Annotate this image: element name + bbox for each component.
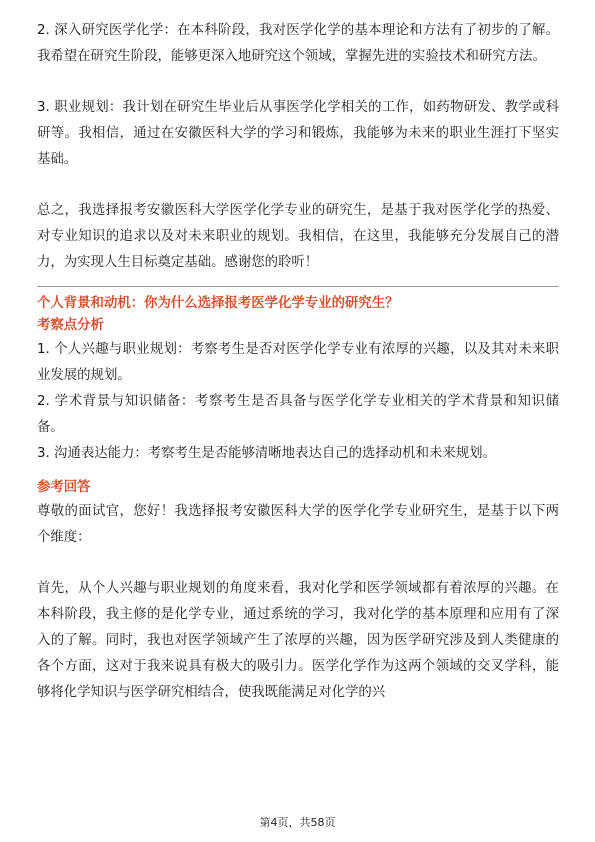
paragraph-deep-study: 2. 深入研究医学化学：在本科阶段，我对医学化学的基本理论和方法有了初步的了解。我希望在研究生阶段，能够更深入地研究这个领域，掌握先进的实验技术和研究方法。 [37, 23, 559, 64]
spacer [37, 173, 559, 198]
analysis-item-1: 1. 个人兴趣与职业规划：考察考生是否对医学化学专业有浓厚的兴趣，以及其对未来职业发展的规划。 [37, 342, 559, 383]
analysis-heading: 考察点分析 [37, 318, 104, 333]
answer-intro: 尊敬的面试官，您好！我选择报考安徽医科大学的医学化学专业研究生，是基于以下两个维度： [37, 504, 559, 545]
spacer [37, 70, 559, 95]
section-divider [37, 286, 559, 287]
analysis-item-2: 2. 学术背景与知识储备：考察考生是否具备与医学化学专业相关的学术背景和知识储备。 [37, 394, 559, 435]
spacer [37, 467, 559, 477]
paragraph-career-plan: 3. 职业规划：我计划在研究生毕业后从事医学化学相关的工作，如药物研发、教学或科研等。我相信，通过在安徽医科大学的学习和锻炼，我能够为未来的职业生涯打下坚实基础。 [37, 100, 559, 167]
paragraph-conclusion: 总之，我选择报考安徽医科大学医学化学专业的研究生，是基于我对医学化学的热爱、对专业知识的追求以及对未来职业的规划。我相信，在这里，我能够充分发展自己的潜力，为实现人生目标奠定基础。感谢您的聆听！ [37, 203, 559, 270]
document-page [37, 18, 559, 706]
analysis-item-3: 3. 沟通表达能力：考察考生是否能够清晰地表达自己的选择动机和未来规划。 [37, 446, 496, 461]
page-number: 第4页，共58页 [259, 816, 336, 829]
answer-heading: 参考回答 [37, 480, 91, 495]
answer-body: 首先，从个人兴趣与职业规划的角度来看，我对化学和医学领域都有着浓厚的兴趣。在本科阶段，我主修的是化学专业，通过系统的学习，我对化学的基本原理和应用有了深入的了解。同时，我也对医学领域产生了浓厚的兴趣，因为医学研究涉及到人类健康的各个方面，这对于我来说具有极大的吸引力。医学化学作为这两个领域的交叉学科，能够将化学知识与医学研究相结合，使我既能满足对化学的兴 [37, 581, 559, 700]
spacer [37, 551, 559, 576]
question-title: 个人背景和动机：你为什么选择报考医学化学专业的研究生？ [37, 296, 399, 311]
